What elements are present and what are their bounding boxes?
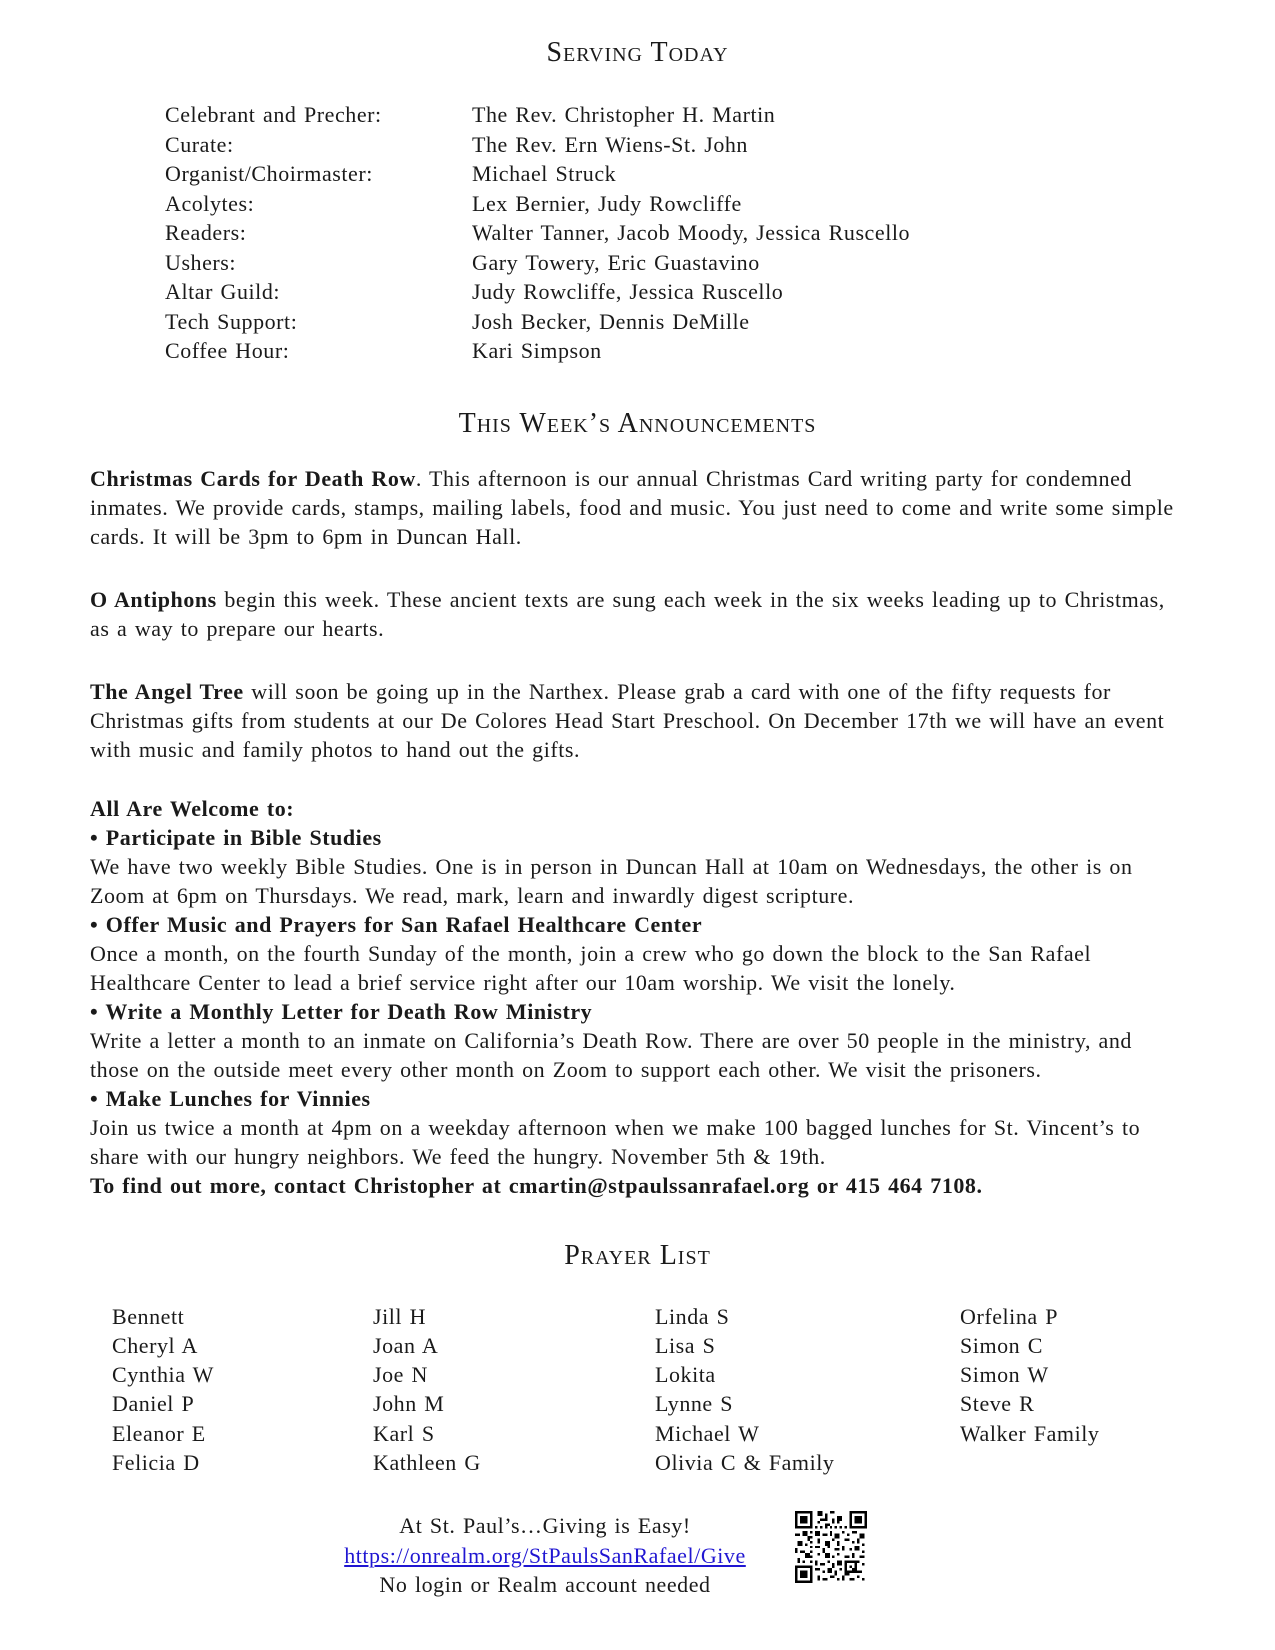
role-label: Ushers: xyxy=(165,249,237,275)
role-label: Coffee Hour: xyxy=(165,338,290,363)
welcome-body: We have two weekly Bible Studies. One is in person in Duncan Hall at 10am on Wednesdays, the other is on Zoom at 6pm on Thursdays. We read, mark, learn and inwardly digest scripture. xyxy=(90,853,1133,908)
serving-role-row xyxy=(165,130,1185,160)
role-label: Curate: xyxy=(165,131,234,157)
all-are-welcome-block xyxy=(90,794,1185,1200)
role-label: Altar Guild: xyxy=(165,279,281,304)
prayer-list xyxy=(90,1302,1185,1478)
role-value: Judy Rowcliffe, Jessica Ruscello xyxy=(472,279,784,304)
announcement-paragraph xyxy=(90,464,1185,551)
announcement-paragraph xyxy=(90,585,1185,643)
prayer-name: Michael W xyxy=(655,1420,760,1446)
welcome-body: Once a month, on the fourth Sunday of the month, join a crew who go down the block to the San Rafael Healthcare Center to lead a brief service right after our 10am worship. We visit the lonely. xyxy=(90,940,1092,995)
prayer-name: Eleanor E xyxy=(112,1420,206,1446)
prayer-name: Simon C xyxy=(960,1332,1043,1358)
role-value: Walter Tanner, Jacob Moody, Jessica Ruscello xyxy=(472,220,911,245)
serving-role-row xyxy=(165,218,1185,248)
prayer-name: Orfelina P xyxy=(960,1303,1059,1329)
role-value: Lex Bernier, Judy Rowcliffe xyxy=(472,190,742,216)
prayer-name: Bennett xyxy=(112,1303,185,1329)
prayer-name: Lokita xyxy=(655,1362,716,1388)
prayer-name: Felicia D xyxy=(112,1449,200,1475)
role-value: Kari Simpson xyxy=(472,338,602,363)
prayer-column xyxy=(112,1302,373,1478)
role-value: The Rev. Ern Wiens-St. John xyxy=(472,131,748,157)
footer-note: No login or Realm account needed xyxy=(379,1572,711,1598)
prayer-name: John M xyxy=(373,1391,445,1417)
role-label: Tech Support: xyxy=(165,308,298,334)
role-label: Organist/Choirmaster: xyxy=(165,161,373,186)
serving-role-row xyxy=(165,336,1185,366)
announcement-text: begin this week. These ancient texts are sung each week in the six weeks leading up to Christmas, as a way to prepare our hearts. xyxy=(90,586,1165,641)
announcements-title: This Week’s Announcements xyxy=(458,407,817,439)
giving-footer-text xyxy=(295,1511,795,1600)
welcome-bullet: • Write a Monthly Letter for Death Row Ministry xyxy=(90,998,593,1024)
serving-role-row xyxy=(165,277,1185,307)
welcome-bullet: • Make Lunches for Vinnies xyxy=(90,1085,371,1111)
serving-role-row xyxy=(165,248,1185,278)
footer-tagline: At St. Paul’s…Giving is Easy! xyxy=(399,1513,691,1539)
role-value: The Rev. Christopher H. Martin xyxy=(472,102,776,127)
prayer-name: Joe N xyxy=(373,1362,428,1388)
prayer-name: Kathleen G xyxy=(373,1449,481,1475)
contact-line: To find out more, contact Christopher at cmartin@stpaulssanrafael.org or 415 464 7108. xyxy=(90,1172,983,1198)
announcement-lead: Christmas Cards for Death Row xyxy=(90,465,416,491)
welcome-heading: All Are Welcome to: xyxy=(90,795,295,821)
role-value: Josh Becker, Dennis DeMille xyxy=(472,308,750,334)
welcome-body: Write a letter a month to an inmate on California’s Death Row. There are over 50 people in the ministry, and those on the outside meet every other month on Zoom to support each other. We visit the prisoners. xyxy=(90,1027,1132,1082)
qr-code-icon xyxy=(795,1511,867,1583)
prayer-name: Olivia C & Family xyxy=(655,1449,835,1475)
announcement-text: will soon be going up in the Narthex. Please grab a card with one of the fifty requests for Christmas gifts from students at our De Colores Head Start Preschool. On December 17th we will have an event with music and family photos to hand out the gifts. xyxy=(90,678,1165,762)
giving-link[interactable]: https://onrealm.org/StPaulsSanRafael/Give xyxy=(344,1542,746,1568)
serving-role-row xyxy=(165,189,1185,219)
prayer-name: Cynthia W xyxy=(112,1362,214,1388)
role-value: Michael Struck xyxy=(472,161,617,186)
prayer-column xyxy=(373,1302,655,1478)
serving-role-row xyxy=(165,159,1185,189)
serving-role-row xyxy=(165,100,1185,130)
prayer-name: Joan A xyxy=(373,1332,439,1358)
announcement-lead: The Angel Tree xyxy=(90,678,244,704)
welcome-body: Join us twice a month at 4pm on a weekday afternoon when we make 100 bagged lunches for St. Vincent’s to share with our hungry neighbors. We feed the hungry. November 5th & 19th. xyxy=(90,1114,1141,1169)
prayer-name: Simon W xyxy=(960,1362,1049,1388)
welcome-bullet: • Offer Music and Prayers for San Rafael Healthcare Center xyxy=(90,911,703,937)
prayer-name: Lynne S xyxy=(655,1391,734,1417)
prayer-column xyxy=(655,1302,960,1478)
prayer-name: Karl S xyxy=(373,1420,435,1446)
prayer-name: Steve R xyxy=(960,1391,1035,1417)
prayer-name: Linda S xyxy=(655,1303,730,1329)
prayer-name: Walker Family xyxy=(960,1420,1100,1446)
announcement-lead: O Antiphons xyxy=(90,586,217,612)
role-label: Celebrant and Precher: xyxy=(165,102,382,127)
prayer-list-title: Prayer List xyxy=(564,1239,711,1271)
announcement-paragraph xyxy=(90,677,1185,764)
prayer-name: Cheryl A xyxy=(112,1332,198,1358)
prayer-name: Daniel P xyxy=(112,1391,195,1417)
serving-list xyxy=(165,100,1185,366)
prayer-column xyxy=(960,1302,1185,1478)
announcement-text: . This afternoon is our annual Christmas Card writing party for condemned inmates. We provide cards, stamps, mailing labels, food and music. You just need to come and write some simple cards. It will be 3pm to 6pm in Duncan Hall. xyxy=(90,465,1174,549)
serving-today-title: Serving Today xyxy=(546,37,729,68)
serving-role-row xyxy=(165,307,1185,337)
role-value: Gary Towery, Eric Guastavino xyxy=(472,249,760,275)
role-label: Acolytes: xyxy=(165,190,255,216)
prayer-name: Jill H xyxy=(373,1303,427,1329)
welcome-bullet: • Participate in Bible Studies xyxy=(90,824,382,850)
giving-footer xyxy=(90,1511,1185,1611)
role-label: Readers: xyxy=(165,220,247,245)
prayer-name: Lisa S xyxy=(655,1332,716,1358)
